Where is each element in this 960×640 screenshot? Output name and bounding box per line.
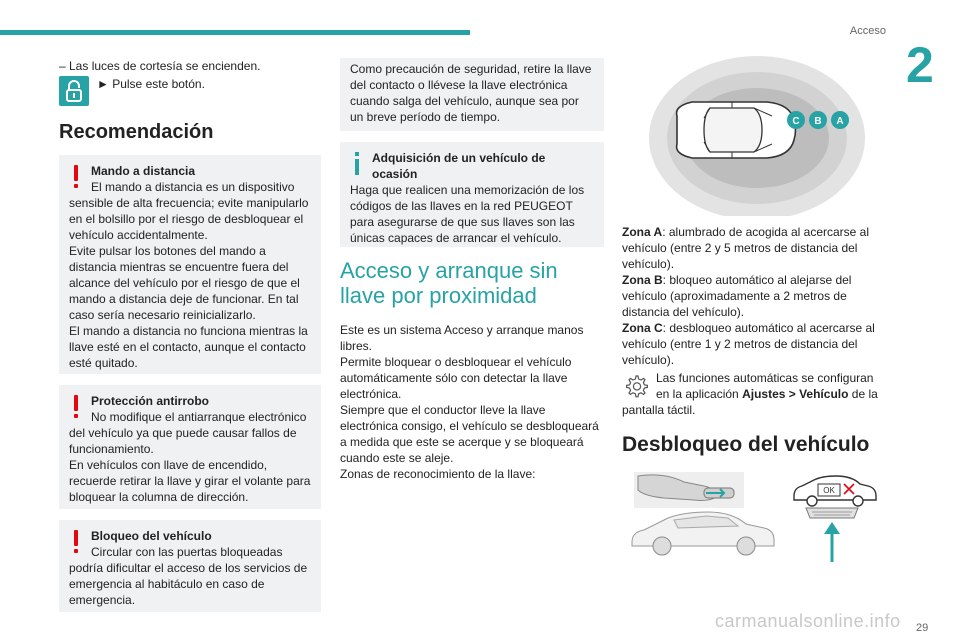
keyless-heading-line-2: llave por proximidad <box>340 283 537 308</box>
keyless-body-text: Este es un sistema Acceso y arranque manos libres. Permite bloquear o desbloquear el vehículo automáticamente sólo con detectar la llave electrónica. Siempre que el conductor lleve la llave electrónica consigo, el vehículo se desbloqueará a medida que este se acerque y se bloqueará cuando este se aleje. Zonas de reconocimiento de la llave: <box>340 323 599 481</box>
zone-label-b <box>809 111 827 129</box>
door-handle-closeup <box>802 504 862 564</box>
zone-label-c <box>787 111 805 129</box>
recommendation-heading: Recomendación <box>59 121 214 143</box>
unlock-button-icon <box>59 76 89 106</box>
warning-icon <box>71 395 81 419</box>
watermark: carmanualsonline.info <box>715 611 901 631</box>
header-accent-bar <box>0 30 470 35</box>
chapter-number: 2 <box>906 37 934 93</box>
warning-first-line: No modifique el antiarranque electrónico <box>91 410 307 424</box>
info-icon <box>352 152 362 176</box>
settings-note-text-end: pantalla táctil. <box>622 403 696 417</box>
warning-first-line: El mando a distancia es un dispositivo <box>91 180 295 194</box>
unlock-illustrations <box>622 466 884 564</box>
warning-icon <box>71 165 81 189</box>
info-title: Adquisición de un vehículo de ocasión <box>372 151 546 181</box>
section-header: Acceso <box>849 25 886 37</box>
gear-icon <box>622 372 650 400</box>
info-body: Haga que realicen una memorización de los códigos de las llaves en la red PEUGEOT para asegurarse de que sus llaves son las únicas capaces de arrancar el vehículo. <box>350 183 585 245</box>
warning-body: del vehículo ya que puede causar fallos de funcionamiento. En vehículos con llave de encendido, recuerde retirar la llave y girar el volante para bloquear la columna de dirección. <box>69 426 311 504</box>
warning-box-antitheft <box>59 385 321 509</box>
warning-title: Protección antirrobo <box>91 394 210 408</box>
zone-descriptions <box>622 224 884 368</box>
caution-text: Como precaución de seguridad, retire la llave del contacto o llévese la llave electrónica cuando salga del vehículo, aunque sea por un breve período de tiempo. <box>350 62 592 124</box>
svg-text:A: A <box>836 116 844 127</box>
warning-icon <box>71 530 81 554</box>
svg-text:C: C <box>792 116 800 127</box>
keyless-heading-line-1: Acceso y arranque sin <box>340 258 558 283</box>
column-left <box>59 58 321 623</box>
settings-note <box>622 370 884 402</box>
press-button-instruction: ► Pulse este botón. <box>97 77 205 91</box>
warning-title: Bloqueo del vehículo <box>91 529 212 543</box>
key-zone-diagram <box>622 54 884 216</box>
warning-title: Mando a distancia <box>91 164 196 178</box>
zone-label-a <box>831 111 849 129</box>
car-side-illustration <box>628 504 778 560</box>
warning-body: podría dificultar el acceso de los servicios de emergencia al habitáculo en caso de emergencia. <box>69 561 308 607</box>
warning-box-remote <box>59 155 321 374</box>
warning-first-line: Circular con las puertas bloqueadas <box>91 545 283 559</box>
info-box-used-vehicle <box>340 142 604 247</box>
warning-box-locking <box>59 520 321 612</box>
svg-text:B: B <box>814 116 822 127</box>
caution-box <box>340 58 604 131</box>
page-number: 29 <box>916 622 929 634</box>
zone-b-description: Zona B: bloqueo automático al alejarse del vehículo (aproximadamente a 2 metros de distancia del vehículo). <box>622 273 852 319</box>
column-right <box>622 58 884 564</box>
warning-body: sensible de alta frecuencia; evite manipularlo en el bolsillo por el riesgo de desbloquear el vehículo accidentalmente. Evite pulsar los botones del mando a distancia mientras se encuentre fuera del alcance del vehículo por el riesgo de que el mando a distancia deje de funcionar. En tal caso sería necesario reinicializarlo. El mando a distancia no funciona mientras la llave esté en el contacto, aunque el contacto esté quitado. <box>69 196 309 370</box>
unlock-heading: Desbloqueo del vehículo <box>622 433 870 456</box>
zone-c-description: Zona C: desbloqueo automático al acercarse al vehículo (entre 1 y 2 metros de distancia del vehículo). <box>622 321 875 367</box>
svg-text:OK: OK <box>823 486 835 495</box>
intro-line: – Las luces de cortesía se encienden. <box>59 59 261 73</box>
keyless-section-heading <box>340 258 604 308</box>
settings-note-text: Las funciones automáticas se configuran en la aplicación Ajustes > Vehículo de la <box>656 371 878 401</box>
column-middle <box>340 58 604 482</box>
car-top-view <box>677 102 796 158</box>
zone-a-description: Zona A: alumbrado de acogida al acercarse al vehículo (entre 2 y 5 metros de distancia del vehículo). <box>622 225 870 271</box>
